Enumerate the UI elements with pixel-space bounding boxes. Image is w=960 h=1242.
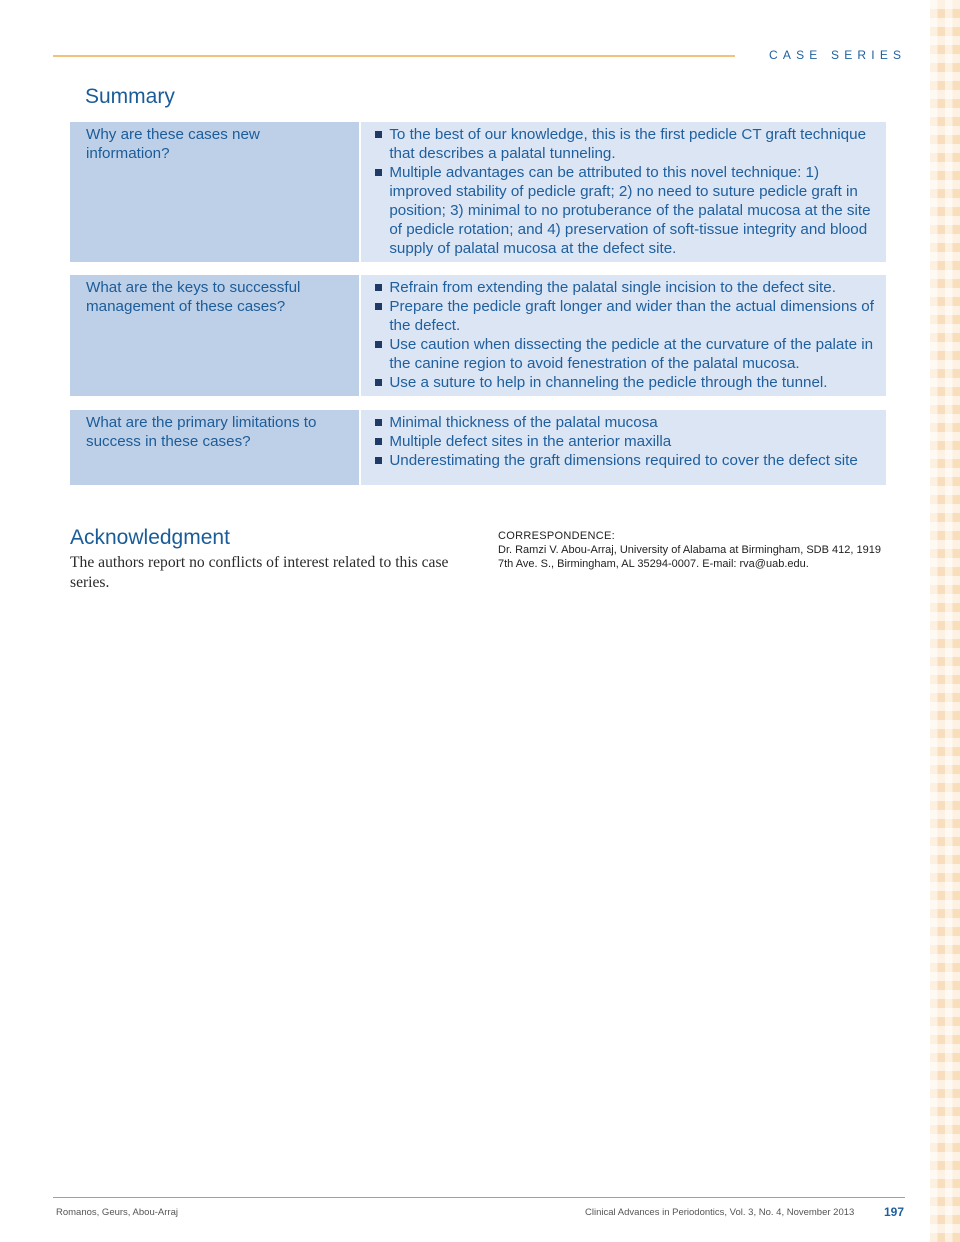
footer-rule xyxy=(53,1197,905,1198)
summary-bullet-item: To the best of our knowledge, this is the first pedicle CT graft technique that describes a palatal tunneling. xyxy=(375,125,874,163)
bullet-square-icon xyxy=(375,379,382,386)
bullet-square-icon xyxy=(375,284,382,291)
summary-answer xyxy=(361,275,886,396)
summary-bullet-item: Underestimating the graft dimensions required to cover the defect site xyxy=(375,451,874,470)
bullet-square-icon xyxy=(375,303,382,310)
summary-bullet-item: Refrain from extending the palatal single incision to the defect site. xyxy=(375,278,874,297)
decorative-side-strip xyxy=(930,0,960,1242)
footer-authors: Romanos, Geurs, Abou-Arraj xyxy=(56,1207,178,1218)
correspondence-text: Dr. Ramzi V. Abou-Arraj, University of Alabama at Birmingham, SDB 412, 1919 7th Ave. S., Birmingham, AL 35294-0007. E-mail: rva@uab.edu. xyxy=(498,544,881,570)
correspondence-heading: CORRESPONDENCE: xyxy=(498,530,615,542)
footer-journal: Clinical Advances in Periodontics, Vol. 3, No. 4, November 2013 xyxy=(585,1207,855,1218)
bullet-square-icon xyxy=(375,341,382,348)
summary-answer xyxy=(361,122,886,262)
summary-bullet-item: Use a suture to help in channeling the pedicle through the tunnel. xyxy=(375,373,874,392)
correspondence-block xyxy=(498,529,898,571)
page-number: 197 xyxy=(884,1205,905,1219)
header-rule xyxy=(53,55,735,57)
summary-bullet-item: Prepare the pedicle graft longer and wider than the actual dimensions of the defect. xyxy=(375,297,874,335)
summary-question: What are the keys to successful management of these cases? xyxy=(70,275,359,396)
bullet-square-icon xyxy=(375,419,382,426)
summary-title: Summary xyxy=(85,85,175,108)
summary-row xyxy=(70,410,886,485)
summary-bullet-item: Use caution when dissecting the pedicle at the curvature of the palate in the canine region to avoid fenestration of the palatal mucosa. xyxy=(375,335,874,373)
bullet-square-icon xyxy=(375,438,382,445)
section-label: CASE SERIES xyxy=(769,48,907,62)
summary-answer xyxy=(361,410,886,485)
summary-row xyxy=(70,122,886,262)
acknowledgment-text: The authors report no conflicts of interest related to this case series. xyxy=(70,554,449,591)
bullet-square-icon xyxy=(375,457,382,464)
summary-question: Why are these cases new information? xyxy=(70,122,359,262)
bullet-square-icon xyxy=(375,169,382,176)
summary-bullet-item: Multiple advantages can be attributed to this novel technique: 1) improved stability of pedicle graft; 2) no need to suture pedicle graft in position; 3) minimal to no protuberance of the palatal mucosa at the site of pedicle rotation; and 4) preservation of soft-tissue integrity and blood supply of palatal mucosa at the defect site. xyxy=(375,163,874,258)
summary-bullet-item: Multiple defect sites in the anterior maxilla xyxy=(375,432,874,451)
summary-question: What are the primary limitations to success in these cases? xyxy=(70,410,359,485)
acknowledgment-title: Acknowledgment xyxy=(70,526,230,549)
bullet-square-icon xyxy=(375,131,382,138)
summary-bullet-item: Minimal thickness of the palatal mucosa xyxy=(375,413,874,432)
summary-row xyxy=(70,275,886,396)
